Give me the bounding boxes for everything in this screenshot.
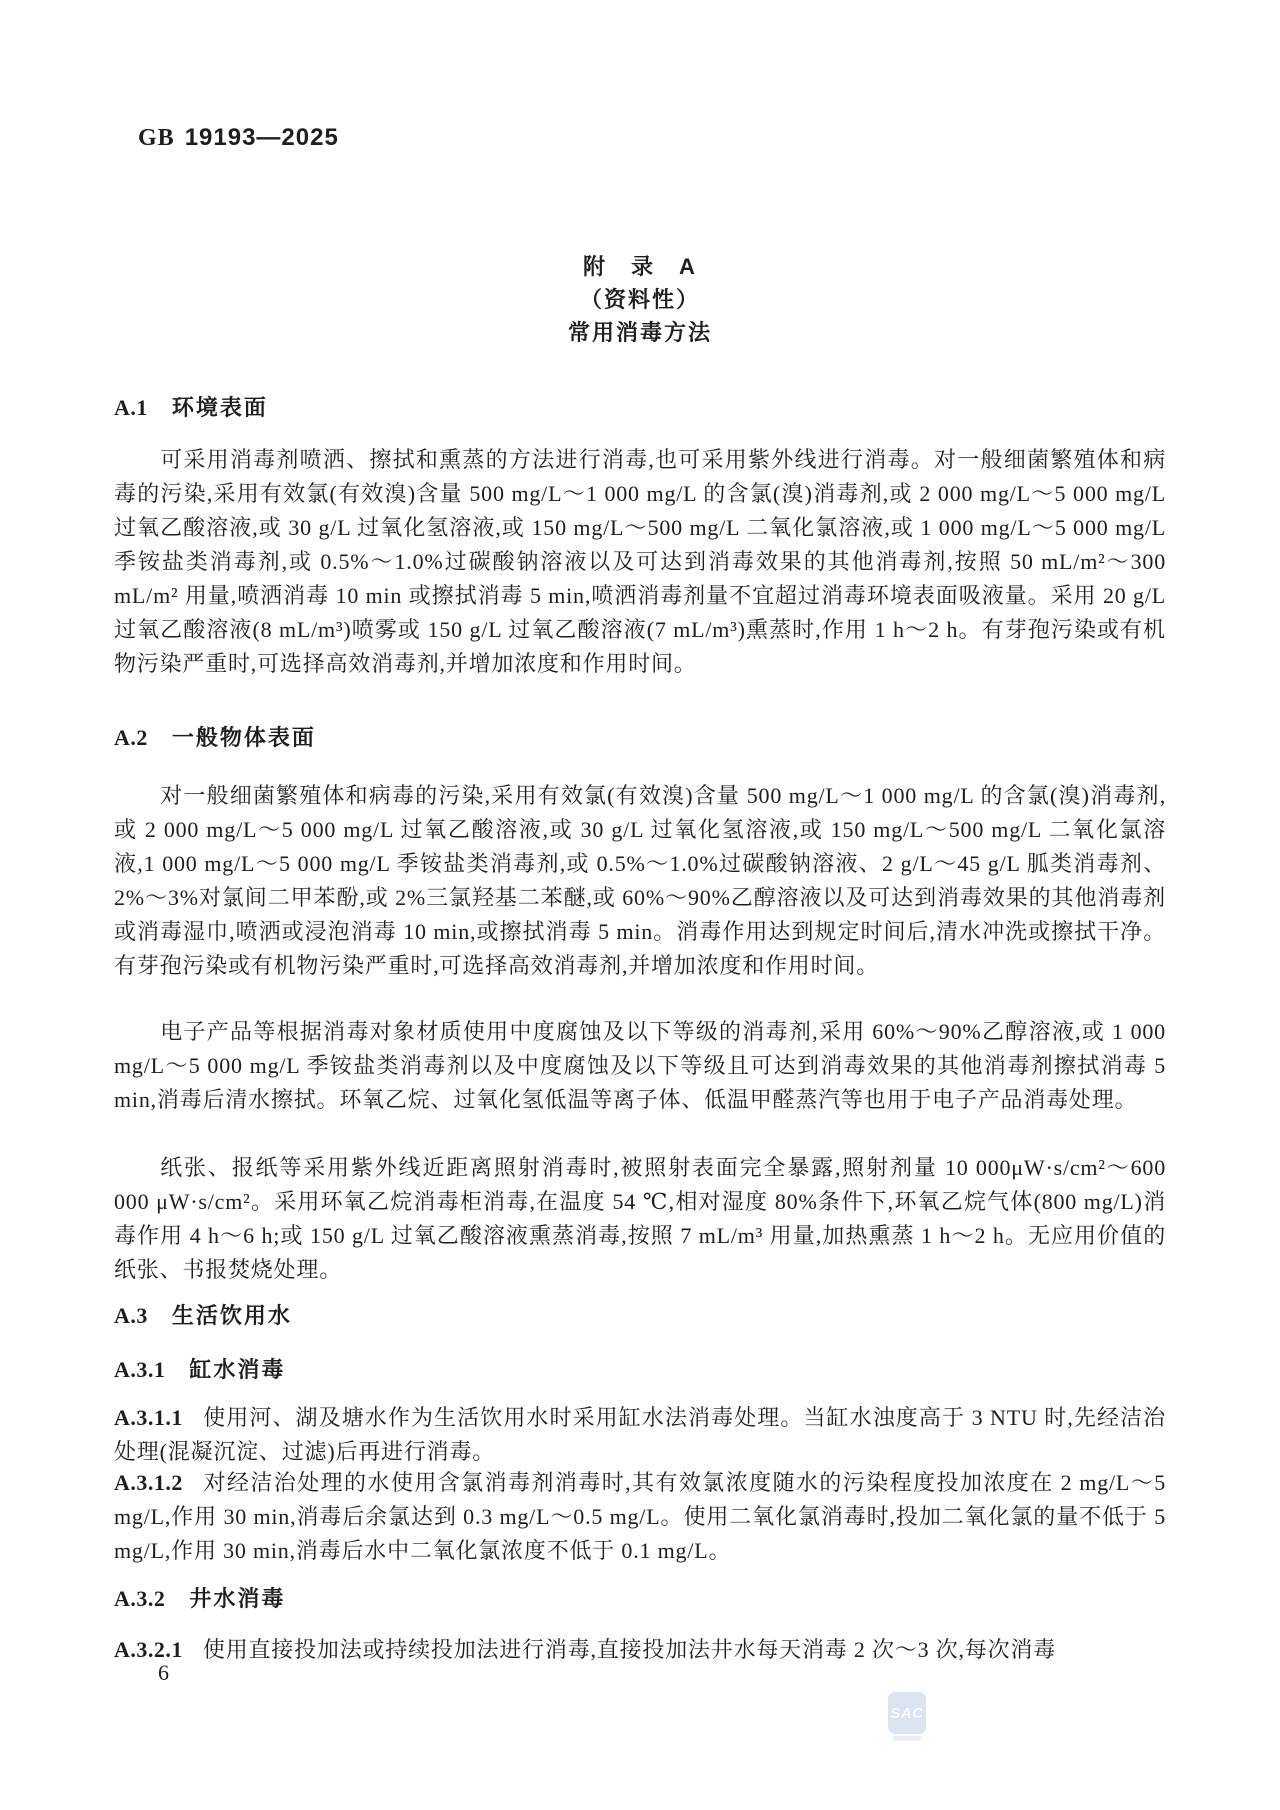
standard-code: 19193—2025 (184, 124, 339, 151)
paragraph-a312-label: A.3.1.2 (114, 1470, 183, 1495)
paragraph-a312-text: 对经洁治处理的水使用含氯消毒剂消毒时,其有效氯浓度随水的污染程度投加浓度在 2 mg/L～5 mg/L,作用 30 min,消毒后余氯达到 0.3 mg/L～0.5 mg/L。使用二氧化氯消毒时,投加二氧化氯的量不低于 5 mg/L,作用 30 min,消毒后水中二氧化氯浓度不低于 0.1 mg/L。 (114, 1470, 1166, 1563)
section-a2-title: 一般物体表面 (171, 725, 316, 750)
sac-watermark-text: SAC (890, 1704, 924, 1722)
paragraph-a311-text: 使用河、湖及塘水作为生活饮用水时采用缸水法消毒处理。当缸水浊度高于 3 NTU 时,先经洁治处理(混凝沉淀、过滤)后再进行消毒。 (114, 1405, 1166, 1464)
section-a3-title: 生活饮用水 (171, 1303, 292, 1328)
paragraph-a321-text: 使用直接投加法或持续投加法进行消毒,直接投加法井水每天消毒 2 次～3 次,每次消毒 (202, 1637, 1056, 1662)
paragraph-a321-label: A.3.2.1 (114, 1637, 183, 1662)
paragraph-a311-label: A.3.1.1 (114, 1405, 183, 1430)
section-heading-a32 (114, 1582, 285, 1616)
paragraph-a2-3: 纸张、报纸等采用紫外线近距离照射消毒时,被照射表面完全暴露,照射剂量 10 000μW·s/cm²～600 000 μW·s/cm²。采用环氧乙烷消毒柜消毒,在温度 54 ℃,相对湿度 80%条件下,环氧乙烷气体(800 mg/L)消毒作用 4 h～6 h;或 150 g/L 过氧乙酸溶液熏蒸消毒,按照 7 mL/m³ 用量,加热熏蒸 1 h～2 h。无应用价值的纸张、书报焚烧处理。 (114, 1155, 1166, 1282)
section-heading-a2 (114, 721, 316, 755)
section-heading-a1 (114, 391, 268, 425)
paragraph-a2-2: 电子产品等根据消毒对象材质使用中度腐蚀及以下等级的消毒剂,采用 60%～90%乙醇溶液,或 1 000 mg/L～5 000 mg/L 季铵盐类消毒剂以及中度腐蚀及以下等级且可达到消毒效果的其他消毒剂擦拭消毒 5 min,消毒后清水擦拭。环氧乙烷、过氧化氢低温等离子体、低温甲醛蒸汽等也用于电子产品消毒处理。 (114, 1019, 1166, 1112)
sac-watermark-caption (893, 1736, 921, 1741)
section-a32-label: A.3.2 (114, 1586, 166, 1611)
section-a31-title: 缸水消毒 (189, 1357, 286, 1382)
paragraph-a1: 可采用消毒剂喷洒、擦拭和熏蒸的方法进行消毒,也可采用紫外线进行消毒。对一般细菌繁殖体和病毒的污染,采用有效氯(有效溴)含量 500 mg/L～1 000 mg/L 的含氯(溴)消毒剂,或 2 000 mg/L～5 000 mg/L 过氧乙酸溶液,或 30 g/L 过氧化氢溶液,或 150 mg/L～500 mg/L 二氧化氯溶液,或 1 000 mg/L～5 000 mg/L 季铵盐类消毒剂,或 0.5%～1.0%过碳酸钠溶液以及可达到消毒效果的其他消毒剂,按照 50 mL/m²～300 mL/m² 用量,喷洒消毒 10 min 或擦拭消毒 5 min,喷洒消毒剂量不宜超过消毒环境表面吸液量。采用 20 g/L 过氧乙酸溶液(8 mL/m³)喷雾或 150 g/L 过氧乙酸溶液(7 mL/m³)熏蒸时,作用 1 h～2 h。有芽孢污染或有机物污染严重时,可选择高效消毒剂,并增加浓度和作用时间。 (114, 447, 1166, 676)
page-number: 6 (158, 1660, 170, 1685)
appendix-title-line3: 常用消毒方法 (567, 320, 712, 345)
appendix-title-block (114, 250, 1166, 349)
section-heading-a31 (114, 1353, 285, 1387)
section-a31-label: A.3.1 (114, 1357, 166, 1382)
standard-prefix: GB (138, 125, 175, 151)
appendix-title-line1: 附 录 A (583, 254, 697, 279)
section-a2-label: A.2 (114, 725, 148, 750)
sac-watermark-logo (888, 1692, 926, 1734)
section-a32-title: 井水消毒 (189, 1586, 286, 1611)
section-a3-label: A.3 (114, 1303, 148, 1328)
standard-number-header (138, 124, 339, 152)
section-a1-label: A.1 (114, 395, 148, 420)
appendix-title-line2: （资料性） (579, 287, 700, 312)
paragraph-a312 (114, 1466, 1166, 1568)
section-heading-a3 (114, 1299, 292, 1333)
paragraph-a321 (114, 1633, 1166, 1667)
paragraph-a311 (114, 1401, 1166, 1469)
section-a1-title: 环境表面 (171, 395, 268, 420)
paragraph-a2-1: 对一般细菌繁殖体和病毒的污染,采用有效氯(有效溴)含量 500 mg/L～1 000 mg/L 的含氯(溴)消毒剂,或 2 000 mg/L～5 000 mg/L 过氧乙酸溶液,或 30 g/L 过氧化氢溶液,或 150 mg/L～500 mg/L 二氧化氯溶液,1 000 mg/L～5 000 mg/L 季铵盐类消毒剂,或 0.5%～1.0%过碳酸钠溶液、2 g/L～45 g/L 胍类消毒剂、2%～3%对氯间二甲苯酚,或 2%三氯羟基二苯醚,或 60%～90%乙醇溶液以及可达到消毒效果的其他消毒剂或消毒湿巾,喷洒或浸泡消毒 10 min,或擦拭消毒 5 min。消毒作用达到规定时间后,清水冲洗或擦拭干净。有芽孢污染或有机物污染严重时,可选择高效消毒剂,并增加浓度和作用时间。 (114, 783, 1166, 978)
